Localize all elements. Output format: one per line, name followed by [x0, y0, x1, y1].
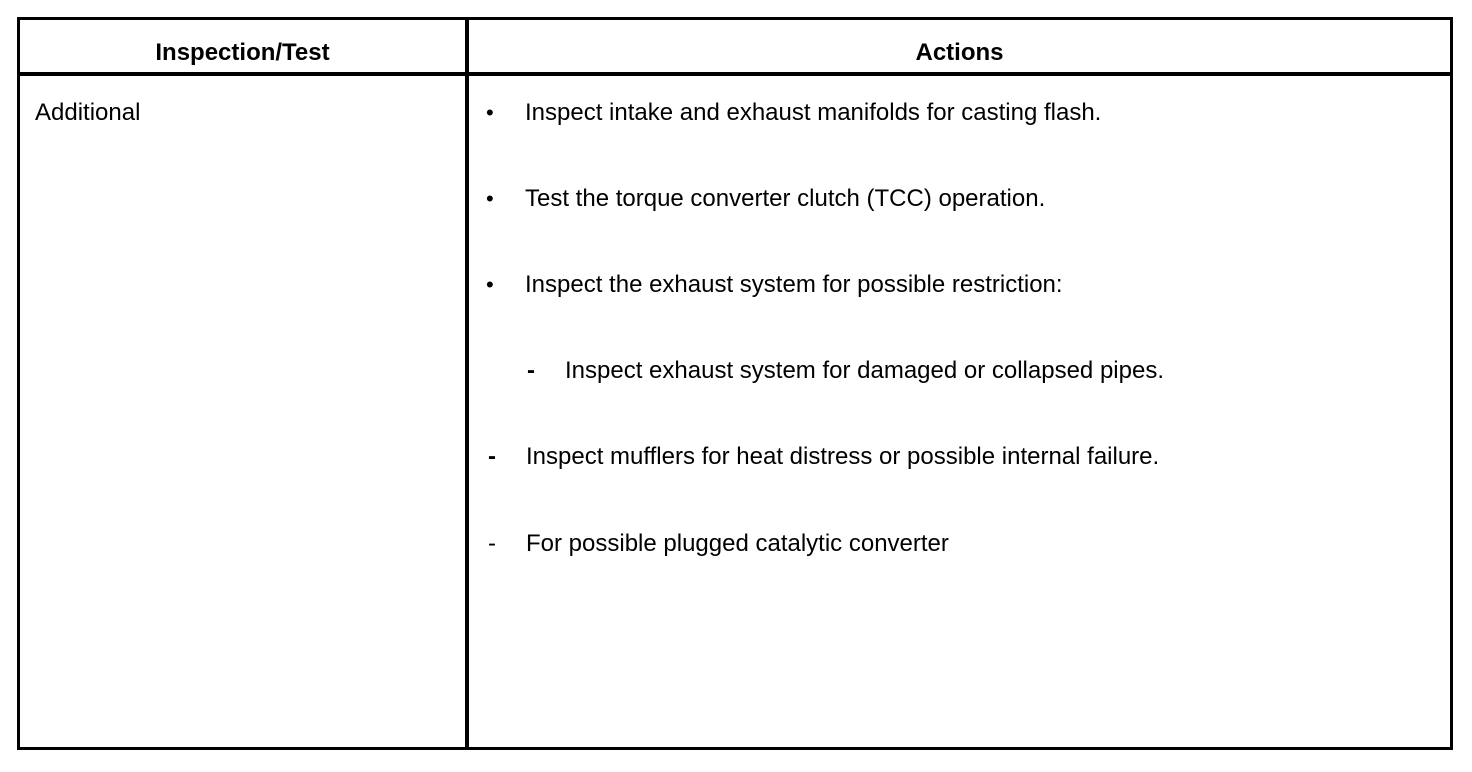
header-inspection-test: Inspection/Test	[155, 39, 330, 66]
header-actions: Actions	[915, 39, 1004, 66]
action-text: Test the torque converter clutch (TCC) operation.	[525, 185, 1046, 212]
dash-marker: -	[488, 530, 496, 557]
dash-marker: -	[488, 443, 496, 470]
action-text: Inspect exhaust system for damaged or collapsed pipes.	[565, 357, 1164, 384]
row-label-additional: Additional	[35, 99, 141, 126]
action-text: Inspect mufflers for heat distress or possible internal failure.	[526, 443, 1160, 470]
column-divider	[465, 17, 469, 750]
bullet-marker: •	[486, 272, 494, 297]
header-divider	[17, 72, 1453, 76]
bullet-marker: •	[486, 100, 494, 125]
action-text: For possible plugged catalytic converter	[526, 530, 949, 557]
action-text: Inspect intake and exhaust manifolds for casting flash.	[525, 99, 1102, 126]
dash-marker: -	[527, 357, 535, 384]
bullet-marker: •	[486, 186, 494, 211]
action-text: Inspect the exhaust system for possible restriction:	[525, 271, 1063, 298]
